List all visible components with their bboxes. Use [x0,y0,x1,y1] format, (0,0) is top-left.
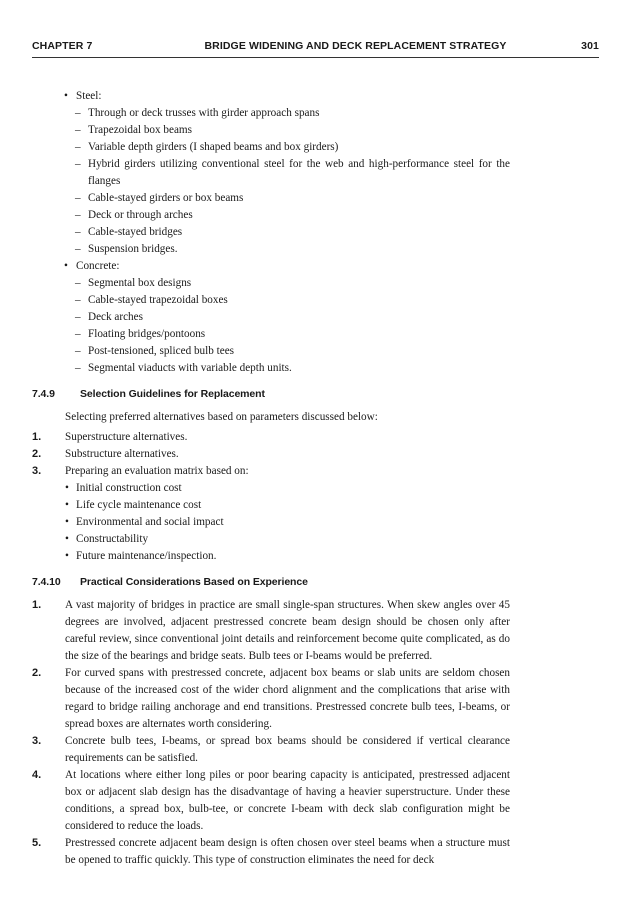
dash-mark: – [75,243,81,255]
steel-list [32,105,510,258]
list-item [65,548,510,565]
list-item [32,207,510,224]
numbered-item [32,597,510,665]
concrete-bullet [32,258,510,275]
page-body [32,88,510,869]
list-item [32,122,510,139]
item-number: 3. [32,735,42,747]
list-item-text: Cable-stayed trapezoidal boxes [88,294,228,306]
item-number: 3. [32,465,42,477]
steel-bullet [32,88,510,105]
item-text: Preparing an evaluation matrix based on: [65,465,249,477]
dash-mark: – [75,107,81,119]
list-item [65,497,510,514]
steel-label: Steel: [76,90,102,102]
list-item [32,105,510,122]
list-item-text: Floating bridges/pontoons [88,328,206,340]
dash-mark: – [75,158,81,170]
list-item [32,241,510,258]
list-item [32,224,510,241]
item-text: Prestressed concrete adjacent beam design is often chosen over steel beams when a structure must be opened to traffic quickly. This type of construction eliminates the need for deck [65,837,510,866]
list-item-text: Cable-stayed bridges [88,226,183,238]
list-item [32,190,510,207]
list-item [32,309,510,326]
list-item-text: Initial construction cost [76,482,182,494]
list-item [32,139,510,156]
list-item-text: Suspension bridges. [88,243,178,255]
dash-mark: – [75,362,81,374]
item-text: Concrete bulb tees, I-beams, or spread box beams should be considered if vertical clearance requirements can be satisfied. [65,735,510,764]
dash-mark: – [75,209,81,221]
list-item-text: Deck arches [88,311,143,323]
list-item [32,360,510,377]
chapter-title: BRIDGE WIDENING AND DECK REPLACEMENT STRATEGY [204,40,507,52]
list-item [32,292,510,309]
section-heading-7-4-10 [32,574,510,591]
numbered-item [32,835,510,869]
item-number: 2. [32,448,42,460]
concrete-label: Concrete: [76,260,120,272]
bullet-mark: • [64,260,68,272]
numbered-item [32,767,510,835]
item-number: 1. [32,599,42,611]
chapter-label: CHAPTER 7 [32,40,93,52]
list-item [65,480,510,497]
list-item-text: Segmental viaducts with variable depth units. [88,362,292,374]
bullet-mark: • [65,499,69,511]
section-heading-7-4-9 [32,386,510,403]
dash-mark: – [75,345,81,357]
dash-mark: – [75,226,81,238]
dash-mark: – [75,328,81,340]
item-text: At locations where either long piles or poor bearing capacity is anticipated, prestressed adjacent box or adjacent slab design has the disadvantage of having a heavier superstructure. Under these conditions, a spread box, bulb-tee, or concrete I-beam with deck slab configuration might be considered to reduce the loads. [65,769,510,832]
section-title: Practical Considerations Based on Experience [80,576,308,588]
concrete-list [32,275,510,377]
dash-mark: – [75,141,81,153]
list-item [32,275,510,292]
dash-mark: – [75,124,81,136]
list-item-text: Environmental and social impact [76,516,224,528]
list-item-text: Post-tensioned, spliced bulb tees [88,345,235,357]
selection-list [32,429,510,565]
item-number: 2. [32,667,42,679]
list-item-text: Deck or through arches [88,209,193,221]
list-item-text: Through or deck trusses with girder approach spans [88,107,320,119]
list-item-text: Hybrid girders utilizing conventional steel for the web and high-performance steel for the flanges [88,158,510,187]
dash-mark: – [75,277,81,289]
bullet-mark: • [65,533,69,545]
section-intro: Selecting preferred alternatives based on parameters discussed below: [65,411,378,423]
numbered-item [32,429,510,446]
list-item [32,343,510,360]
list-item [32,326,510,343]
section-title: Selection Guidelines for Replacement [80,388,265,400]
item-text: Substructure alternatives. [65,448,179,460]
considerations-list [32,597,510,869]
dash-mark: – [75,192,81,204]
list-item-text: Variable depth girders (I shaped beams and box girders) [88,141,339,153]
item-number: 5. [32,837,42,849]
bullet-mark: • [65,482,69,494]
header-rule [32,57,599,58]
list-item-text: Trapezoidal box beams [88,124,192,136]
list-item [65,514,510,531]
list-item-text: Cable-stayed girders or box beams [88,192,244,204]
numbered-item [32,665,510,733]
evaluation-matrix-list [65,480,510,565]
section-number: 7.4.10 [32,576,61,588]
list-item-text: Life cycle maintenance cost [76,499,202,511]
dash-mark: – [75,294,81,306]
list-item [32,156,510,190]
item-text: A vast majority of bridges in practice are small single-span structures. When skew angles over 45 degrees are involved, adjacent prestressed concrete beam design should be chosen only after careful review, since conventional joint details and reinforcement become quite complicated, as do the size of the bearings and bridge seats. Bulb tees or I-beams would be preferred. [65,599,510,662]
list-item-text: Segmental box designs [88,277,192,289]
item-text: For curved spans with prestressed concrete, adjacent box beams or slab units are seldom chosen because of the increased cost of the wider chord alignment and the complications that arise with regard to bridge railing anchorage and end transitions. Prestressed concrete bulb tees, I-beams, or spread boxes are alternates worth considering. [65,667,510,730]
numbered-item [32,463,510,565]
bullet-mark: • [65,550,69,562]
section-number: 7.4.9 [32,388,55,400]
numbered-item [32,446,510,463]
item-number: 4. [32,769,42,781]
list-item [65,531,510,548]
list-item-text: Constructability [76,533,149,545]
item-number: 1. [32,431,42,443]
list-item-text: Future maintenance/inspection. [76,550,217,562]
page-number: 301 [581,40,599,52]
bullet-mark: • [65,516,69,528]
numbered-item [32,733,510,767]
running-header [32,40,599,56]
bullet-mark: • [64,90,68,102]
item-text: Superstructure alternatives. [65,431,188,443]
dash-mark: – [75,311,81,323]
